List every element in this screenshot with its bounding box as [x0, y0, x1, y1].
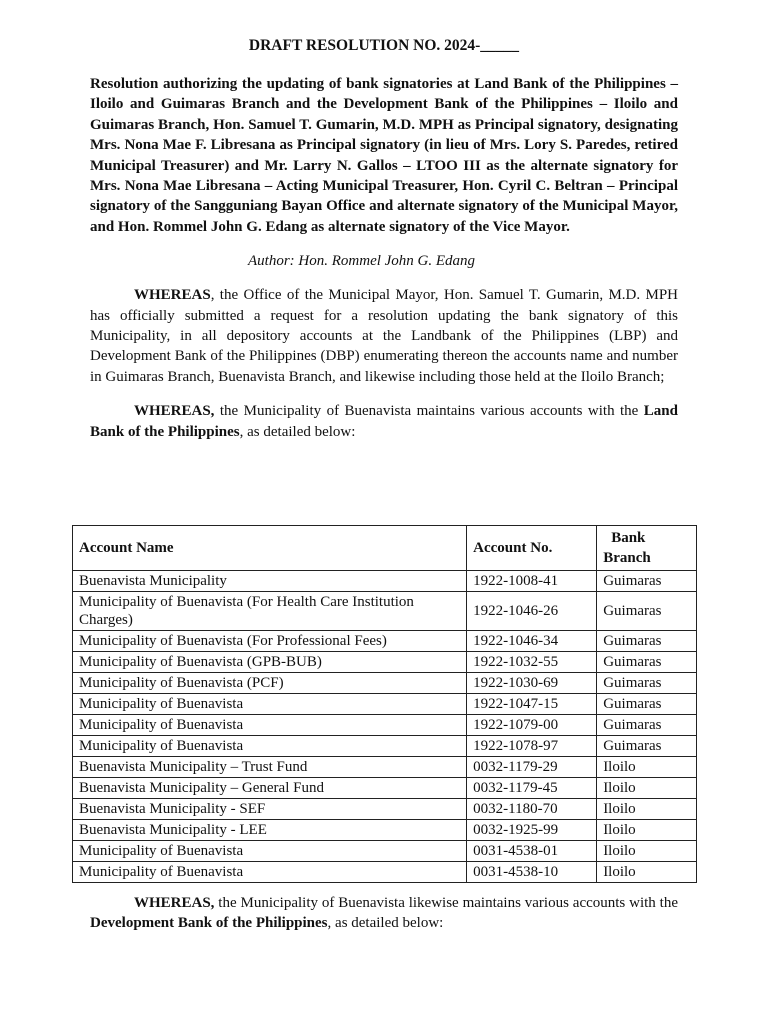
cell-bank-branch: Guimaras — [597, 715, 697, 736]
header-bank-branch-line1: Bank — [611, 530, 646, 546]
cell-account-number: 1922-1079-00 — [467, 715, 597, 736]
document-body — [90, 36, 678, 442]
table-row — [73, 571, 697, 592]
table-row — [73, 778, 697, 799]
header-account-name: Account Name — [73, 526, 467, 571]
table-header-row — [73, 526, 697, 571]
header-bank-branch — [597, 526, 697, 571]
table-row — [73, 652, 697, 673]
bank-name: Development Bank of the Philippines — [90, 915, 328, 932]
table-row — [73, 820, 697, 841]
whereas-lead: WHEREAS, — [134, 895, 215, 911]
document-body-continued — [90, 893, 678, 934]
cell-bank-branch: Iloilo — [597, 778, 697, 799]
author-line: Author: Hon. Rommel John G. Edang — [248, 253, 476, 270]
landbank-accounts-table — [72, 525, 697, 883]
resolution-title: DRAFT RESOLUTION NO. 2024-_____ — [248, 37, 520, 54]
cell-account-name: Municipality of Buenavista — [73, 715, 467, 736]
cell-account-name: Buenavista Municipality - LEE — [73, 820, 467, 841]
table-row — [73, 715, 697, 736]
cell-bank-branch: Guimaras — [597, 652, 697, 673]
cell-account-name: Municipality of Buenavista (For Health Care Institution Charges) — [73, 592, 467, 631]
cell-bank-branch: Guimaras — [597, 736, 697, 757]
whereas-text: the Municipality of Buenavista likewise maintains various accounts with the — [214, 895, 678, 911]
cell-account-name: Buenavista Municipality – Trust Fund — [73, 757, 467, 778]
table-row — [73, 694, 697, 715]
cell-account-number: 1922-1032-55 — [467, 652, 597, 673]
cell-account-name: Municipality of Buenavista (For Professional Fees) — [73, 631, 467, 652]
whereas-paragraph-3 — [90, 893, 678, 934]
cell-account-number: 0031-4538-10 — [467, 862, 597, 883]
table-row — [73, 736, 697, 757]
table-row — [73, 799, 697, 820]
whereas-paragraph-1 — [90, 285, 678, 387]
cell-account-number: 1922-1078-97 — [467, 736, 597, 757]
cell-account-name: Municipality of Buenavista (PCF) — [73, 673, 467, 694]
bank-name: Land Bank of the Philippines — [90, 403, 678, 440]
whereas-text: , the Office of the Municipal Mayor, Hon. Samuel T. Gumarin, M.D. MPH has officially submitted a request for a resolution updating the bank signatory of this Municipality, in all depository accounts at the Landbank of the Philippines (LBP) and Development Bank of the Philippines (DBP) enumerating thereon the accounts name and number in Guimaras Branch, Buenavista Branch, and likewise including those held at the Iloilo Branch; — [90, 287, 678, 385]
cell-bank-branch: Guimaras — [597, 592, 697, 631]
cell-account-number: 1922-1030-69 — [467, 673, 597, 694]
table-row — [73, 673, 697, 694]
cell-bank-branch: Guimaras — [597, 631, 697, 652]
cell-account-number: 0031-4538-01 — [467, 841, 597, 862]
table-row — [73, 841, 697, 862]
table-row — [73, 592, 697, 631]
cell-account-number: 0032-1179-29 — [467, 757, 597, 778]
cell-account-number: 0032-1179-45 — [467, 778, 597, 799]
cell-account-number: 1922-1008-41 — [467, 571, 597, 592]
table-body — [73, 571, 697, 883]
whereas-text: the Municipality of Buenavista maintains various accounts with the — [214, 403, 644, 420]
cell-account-name: Municipality of Buenavista — [73, 841, 467, 862]
cell-account-number: 1922-1047-15 — [467, 694, 597, 715]
header-account-number: Account No. — [467, 526, 597, 571]
cell-account-name: Municipality of Buenavista (GPB-BUB) — [73, 652, 467, 673]
cell-account-name: Buenavista Municipality — [73, 571, 467, 592]
table-row — [73, 757, 697, 778]
cell-bank-branch: Iloilo — [597, 799, 697, 820]
cell-bank-branch: Iloilo — [597, 841, 697, 862]
cell-bank-branch: Iloilo — [597, 820, 697, 841]
cell-account-name: Buenavista Municipality – General Fund — [73, 778, 467, 799]
cell-account-name: Municipality of Buenavista — [73, 736, 467, 757]
cell-account-name: Municipality of Buenavista — [73, 862, 467, 883]
cell-account-number: 0032-1180-70 — [467, 799, 597, 820]
cell-bank-branch: Guimaras — [597, 673, 697, 694]
cell-account-number: 1922-1046-34 — [467, 631, 597, 652]
header-bank-branch-line2: Branch — [603, 550, 651, 566]
cell-account-name: Buenavista Municipality - SEF — [73, 799, 467, 820]
landbank-accounts-table-wrapper — [72, 525, 697, 883]
whereas-lead: WHEREAS — [134, 287, 211, 304]
cell-bank-branch: Iloilo — [597, 862, 697, 883]
table-row — [73, 862, 697, 883]
cell-account-number: 0032-1925-99 — [467, 820, 597, 841]
resolution-summary: Resolution authorizing the updating of bank signatories at Land Bank of the Philippines – Iloilo and Guimaras Branch and the Development Bank of the Philippines – Iloilo and Guimaras Branch, Hon. Samuel T. Gumarin, M.D. MPH as Principal signatory, designating Mrs. Nona Mae F. Libresana as Principal signatory (in lieu of Mrs. Lory S. Paredes, retired Municipal Treasurer) and Mr. Larry N. Gallos – LTOO III as the alternate signatory for Mrs. Nona Mae Libresana – Acting Municipal Treasurer, Hon. Cyril C. Beltran – Principal signatory of the Sangguniang Bayan Office and alternate signatory of the Municipal Mayor, and Hon. Rommel John G. Edang as alternate signatory of the Vice Mayor. — [90, 76, 678, 235]
cell-account-name: Municipality of Buenavista — [73, 694, 467, 715]
cell-account-number: 1922-1046-26 — [467, 592, 597, 631]
whereas-text: , as detailed below: — [239, 423, 356, 440]
cell-bank-branch: Guimaras — [597, 694, 697, 715]
cell-bank-branch: Guimaras — [597, 571, 697, 592]
table-row — [73, 631, 697, 652]
cell-bank-branch: Iloilo — [597, 757, 697, 778]
whereas-lead: WHEREAS, — [134, 403, 215, 420]
whereas-text: , as detailed below: — [327, 915, 444, 932]
whereas-paragraph-2 — [90, 401, 678, 442]
